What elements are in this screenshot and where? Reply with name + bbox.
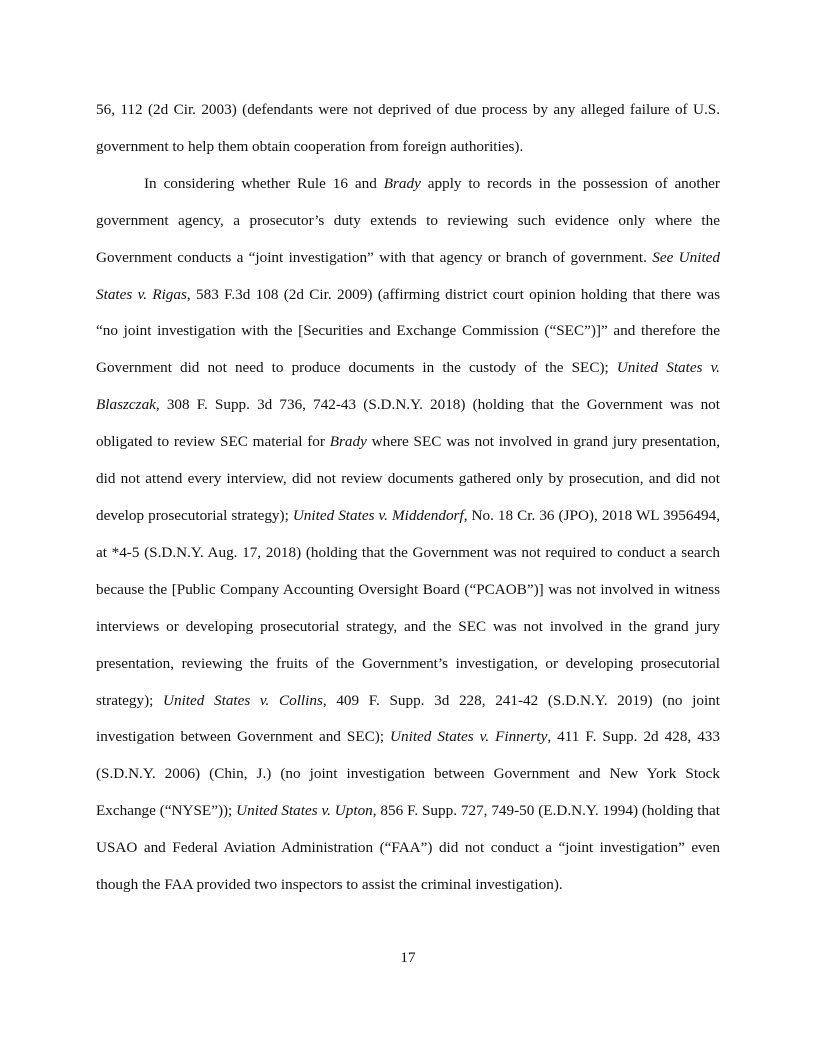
case-name-brady: Brady [383,174,421,192]
case-name-upton: United States v. Upton [236,802,373,820]
case-name-rigas: United States v. Rigas [96,248,721,303]
case-name-middendorf: United States v. Middendorf [292,506,464,524]
case-name-finnerty: United States v. Finnerty [390,728,548,746]
case-name-brady: Brady [329,433,367,451]
paragraph-continuation [96,92,720,166]
text-run: , No. 18 Cr. 36 (JPO), 2018 WL 3956494, at *4-5 (S.D.N.Y. Aug. 17, 2018) (holding that the Government was not required to conduct a search because the [Public Company Accounting Oversight Board (“PCAOB”)] was not involved in witness interviews or developing prosecutorial strategy, and the SEC was not involved in the grand jury presentation, reviewing the fruits of the Government’s investigation, or developing prosecutorial strategy); [96,506,721,709]
text-run: where SEC was not involved in grand jury presentation, did not attend every interview, did not review documents gathered only by prosecution, and did not develop prosecutorial strategy); [96,433,721,524]
paragraph-1-text: 56, 112 (2d Cir. 2003) (defendants were not deprived of due process by any alleged failure of U.S. government to help them obtain cooperation from foreign authorities). [96,101,720,155]
page-number: 17 [400,949,416,966]
text-run: , 308 F. Supp. 3d 736, 742-43 (S.D.N.Y. 2018) (holding that the Government was not obligated to review SEC material for [96,396,720,451]
document-page [96,92,720,904]
case-name-blaszczak: United States v. Blaszczak [96,359,720,414]
text-run: , 856 F. Supp. 727, 749-50 (E.D.N.Y. 1994) (holding that USAO and Federal Aviation Administration (“FAA”) did not conduct a “joint investigation” even though the FAA provided two inspectors to assist the criminal investigation). [96,802,720,894]
text-run: , 409 F. Supp. 3d 228, 241-42 (S.D.N.Y. 2019) (no joint investigation between Government and SEC); [96,691,720,746]
paragraph-joint-investigation [96,166,720,904]
signal-see: See [652,248,674,266]
text-run: In considering whether Rule 16 and [144,174,384,192]
case-name-collins: United States v. Collins [163,691,323,709]
text-run: apply to records in the possession of another government agency, a prosecutor’s duty extends to reviewing such evidence only where the Government conducts a “joint investigation” with that agency or branch of government. [96,174,720,266]
text-run: , 583 F.3d 108 (2d Cir. 2009) (affirming district court opinion holding that there was “no joint investigation with the [Securities and Exchange Commission (“SEC”)]” and therefore the Government did not need to produce documents in the custody of the SEC); [96,285,720,377]
text-run: , 411 F. Supp. 2d 428, 433 (S.D.N.Y. 2006) (Chin, J.) (no joint investigation between Government and New York Stock Exchange (“NYSE”)); [96,728,720,820]
